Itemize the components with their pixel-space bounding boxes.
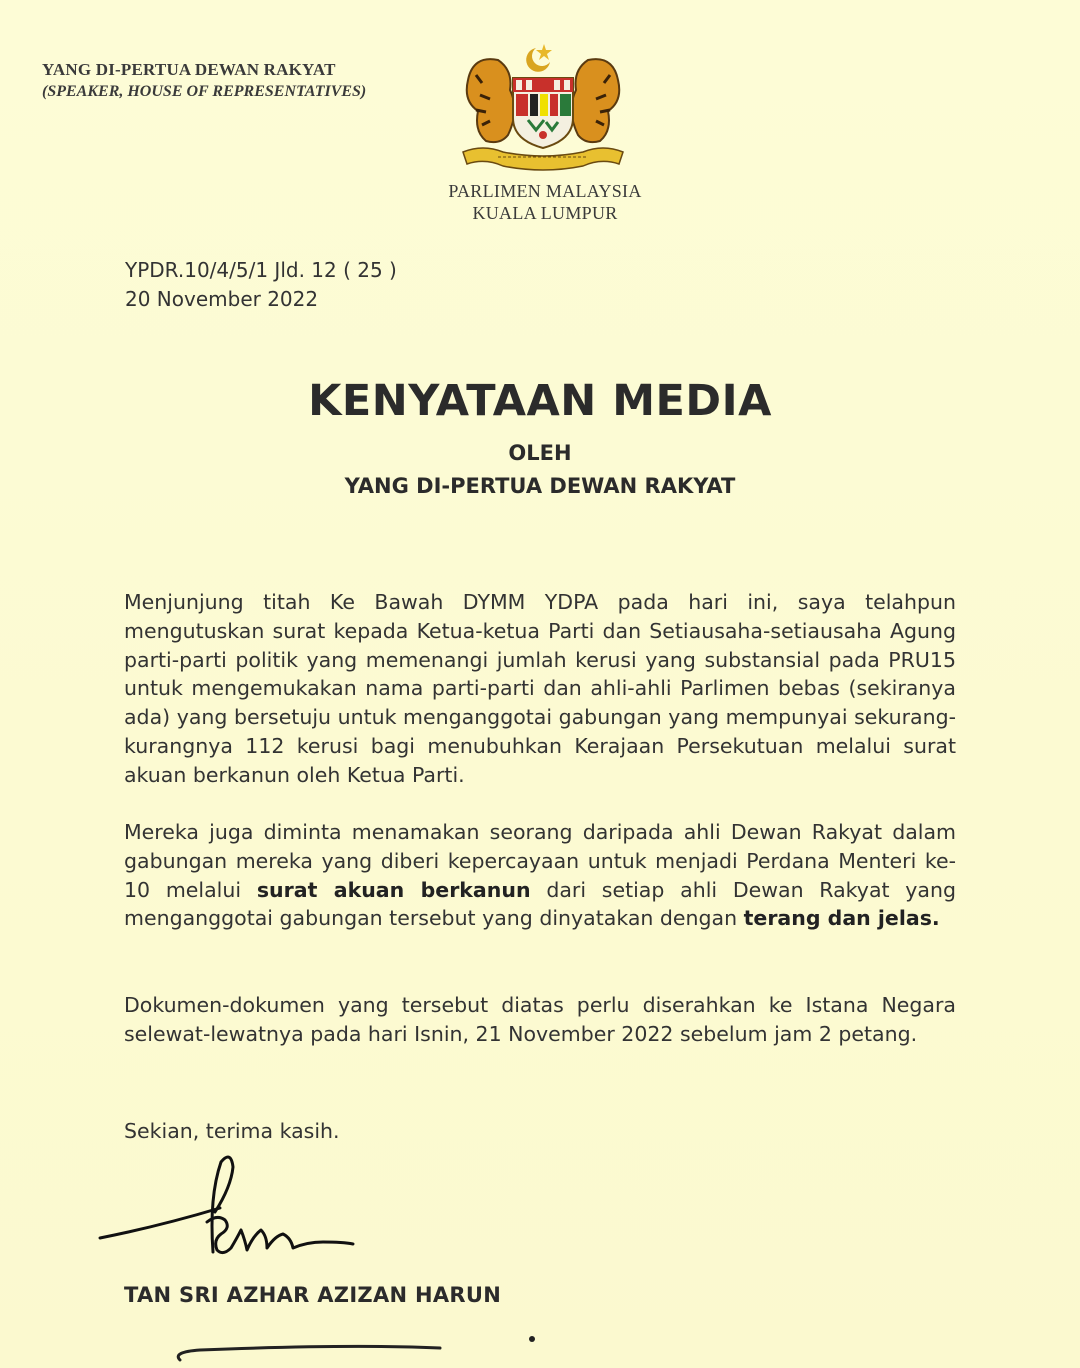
institution-city: KUALA LUMPUR xyxy=(472,203,618,223)
letter-date: 20 November 2022 xyxy=(125,287,319,311)
closing-text: Sekian, terima kasih. xyxy=(124,1119,340,1143)
reference-block xyxy=(125,256,397,314)
document-author-title: YANG DI-PERTUA DEWAN RAKYAT xyxy=(344,474,736,498)
paragraph-2-bold-1: surat akuan berkanun xyxy=(256,877,531,902)
paragraph-2-text-1: Mereka juga diminta menamakan seorang daripada ahli Dewan Rakyat dalam gabungan mereka yang diberi kepercayaan untuk menjadi Perdana Menteri ke-10 melalui xyxy=(124,820,956,902)
paragraph-2-text-2: dari setiap ahli Dewan Rakyat yang menganggotai gabungan tersebut yang dinyatakan dengan xyxy=(124,877,956,931)
document-by: OLEH xyxy=(508,441,572,465)
letterhead-institution xyxy=(420,180,670,224)
letterhead-office xyxy=(42,60,366,101)
office-title: YANG DI-PERTUA DEWAN RAKYAT xyxy=(42,60,336,79)
body-paragraph-1: Menjunjung titah Ke Bawah DYMM YDPA pada hari ini, saya telahpun mengutuskan surat kepada Ketua-ketua Parti dan Setiausaha-setiausaha Agung parti-parti politik yang memenangi jumlah kerusi yang substansial pada PRU15 untuk mengemukakan nama parti-parti dan ahli-ahli Parlimen bebas (sekiranya ada) yang bersetuju untuk menganggotai gabungan yang mempunyai sekurang-kurangnya 112 kerusi bagi menubuhkan Kerajaan Persekutuan melalui surat akuan berkanun oleh Ketua Parti. xyxy=(124,590,956,787)
signer-name: TAN SRI AZHAR AZIZAN HARUN xyxy=(124,1283,502,1307)
body-paragraph-2 xyxy=(124,818,956,933)
handwritten-signature-icon xyxy=(95,1150,395,1270)
institution-name: PARLIMEN MALAYSIA xyxy=(448,181,642,201)
signature-underline-mark xyxy=(170,1330,550,1368)
paragraph-2-bold-2: terang dan jelas. xyxy=(743,906,940,931)
body-paragraph-3: Dokumen-dokumen yang tersebut diatas perlu diserahkan ke Istana Negara selewat-lewatnya pada hari Isnin, 21 November 2022 sebelum jam 2 petang. xyxy=(124,993,956,1046)
malaysia-coat-of-arms-icon xyxy=(458,40,628,175)
office-title-english: (SPEAKER, HOUSE OF REPRESENTATIVES) xyxy=(42,83,367,100)
reference-number: YPDR.10/4/5/1 Jld. 12 ( 25 ) xyxy=(125,258,397,282)
document-title: KENYATAAN MEDIA xyxy=(308,376,772,426)
